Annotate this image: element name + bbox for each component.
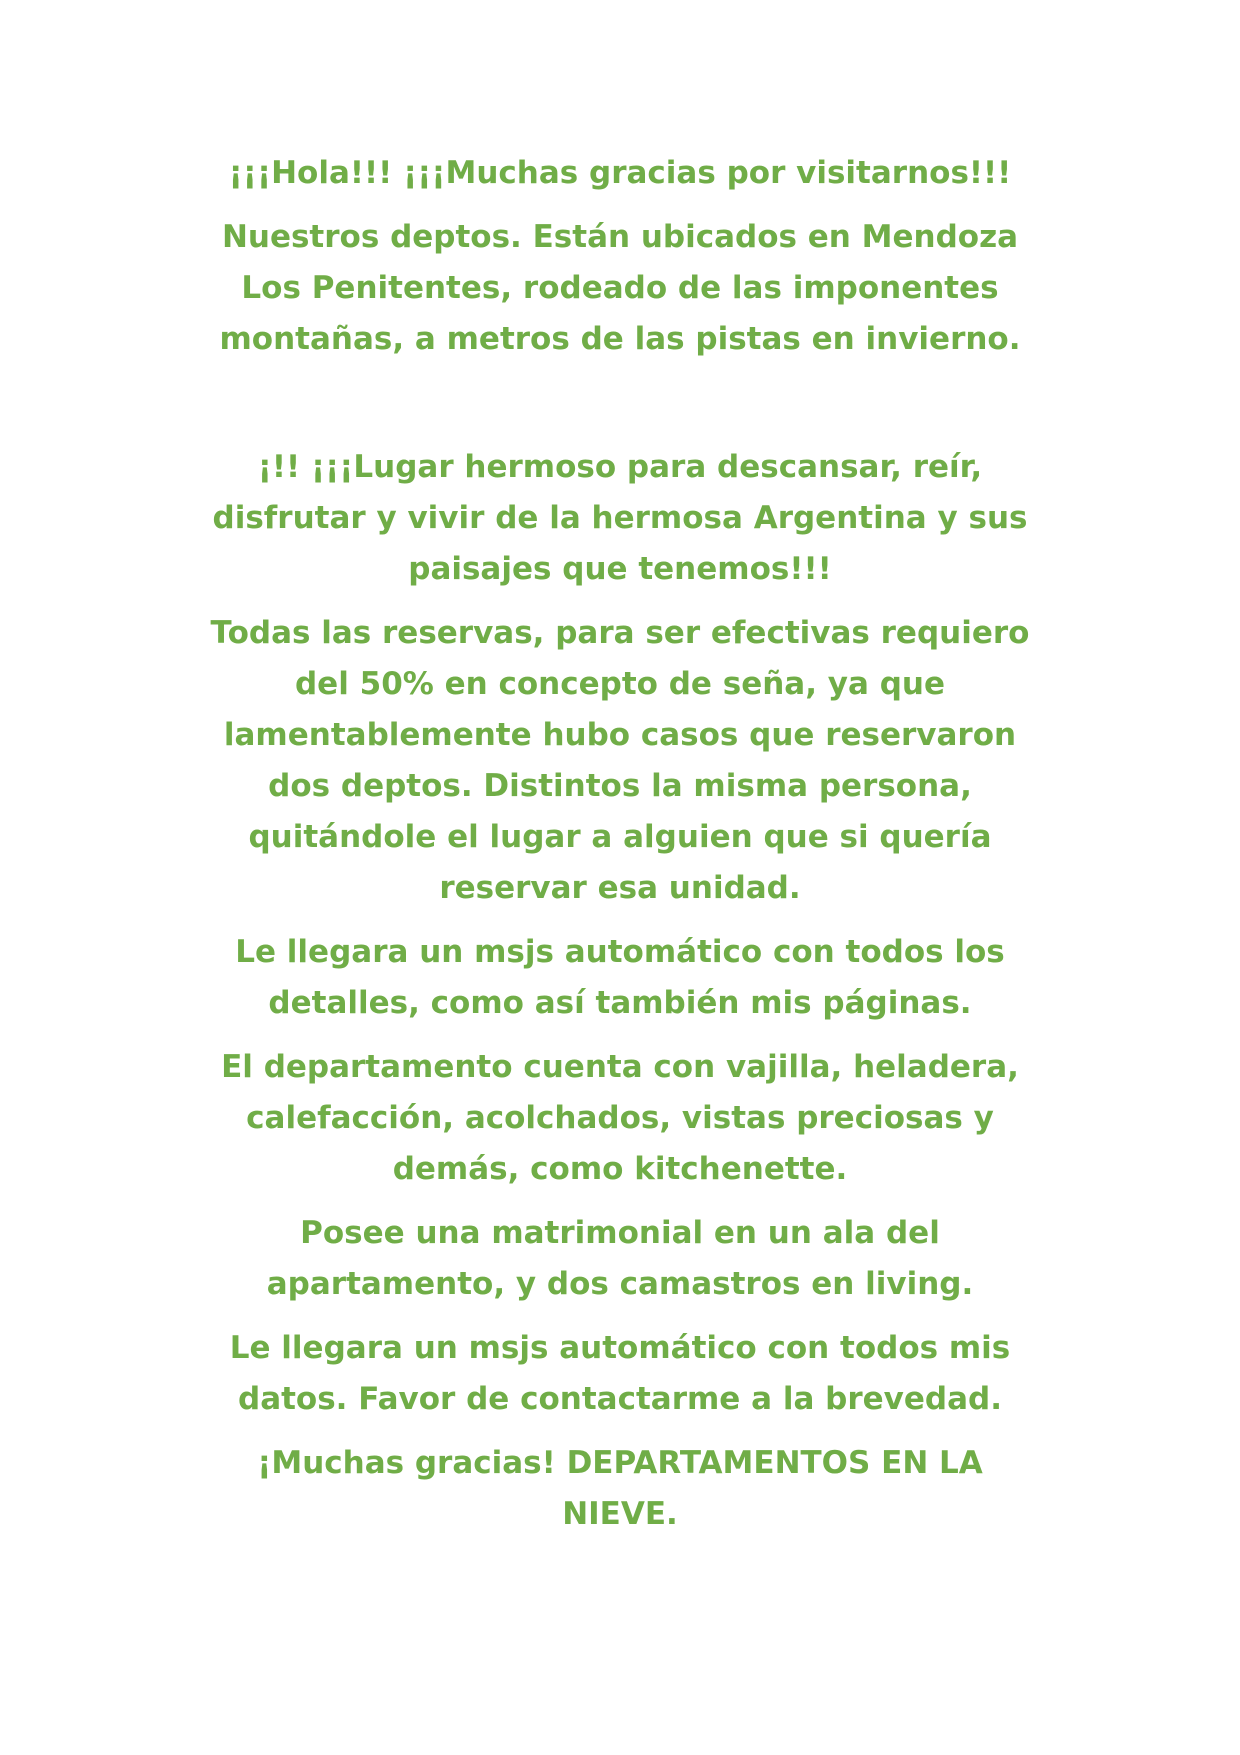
auto-message-paragraph (190, 927, 1050, 1029)
text-line: ¡Muchas gracias! DEPARTAMENTOS EN LA (257, 1445, 983, 1481)
beds-paragraph (190, 1208, 1050, 1310)
location-paragraph (190, 212, 1050, 365)
text-line: dos deptos. Distintos la misma persona, (268, 768, 972, 804)
text-line: Nuestros deptos. Están ubicados en Mendoza (221, 219, 1019, 255)
text-line: demás, como kitchenette. (392, 1151, 848, 1187)
text-line: calefacción, acolchados, vistas preciosas y (246, 1100, 994, 1136)
text-line: datos. Favor de contactarme a la brevedad. (238, 1381, 1002, 1417)
text-line: apartamento, y dos camastros en living. (266, 1266, 974, 1302)
place-description-paragraph (190, 442, 1050, 595)
closing-paragraph (190, 1438, 1050, 1540)
text-line: NIEVE. (562, 1496, 678, 1532)
blank-line (190, 378, 1050, 429)
text-line: quitándole el lugar a alguien que si quería (248, 819, 992, 855)
document-body (190, 148, 1050, 1553)
text-line: ¡!! ¡¡¡Lugar hermoso para descansar, reír, (257, 449, 983, 485)
text-line: Posee una matrimonial en un ala del (300, 1215, 940, 1251)
text-line: reservar esa unidad. (439, 870, 801, 906)
text-line: Le llegara un msjs automático con todos los (235, 934, 1005, 970)
text-line: El departamento cuenta con vajilla, heladera, (221, 1049, 1019, 1085)
text-line: paisajes que tenemos!!! (408, 551, 832, 587)
text-line: Los Penitentes, rodeado de las imponentes (241, 270, 999, 306)
text-line: detalles, como así también mis páginas. (268, 985, 972, 1021)
greeting-paragraph (190, 148, 1050, 199)
text-line: montañas, a metros de las pistas en invierno. (219, 321, 1021, 357)
text-line: del 50% en concepto de seña, ya que (294, 666, 945, 702)
amenities-paragraph (190, 1042, 1050, 1195)
text-line: Le llegara un msjs automático con todos mis (229, 1330, 1011, 1366)
contact-paragraph (190, 1323, 1050, 1425)
text-line: disfrutar y vivir de la hermosa Argentina y sus (212, 500, 1028, 536)
reservation-policy-paragraph (190, 608, 1050, 914)
text-line: Todas las reservas, para ser efectivas requiero (210, 615, 1030, 651)
text-line: ¡¡¡Hola!!! ¡¡¡Muchas gracias por visitarnos!!! (228, 155, 1012, 191)
text-line: lamentablemente hubo casos que reservaron (223, 717, 1017, 753)
